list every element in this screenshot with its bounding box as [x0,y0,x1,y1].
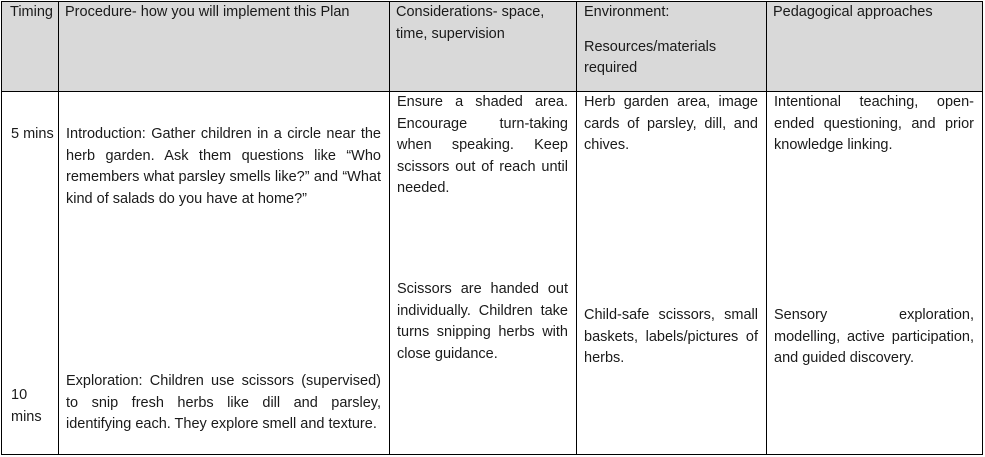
header-timing: Timing [10,4,53,20]
header-timing-cell [2,2,59,92]
procedure-text: Introduction: Gather children in a circle near the herb garden. Ask them questions like “Who remembers what parsley smells like?” and “What kind of salads do you have at home?” [66,126,381,207]
lesson-plan-table [1,1,983,455]
header-environment-title: Environment: [584,4,670,20]
timing-cell [2,92,59,455]
header-considerations: Considerations- space, time, supervision [396,4,545,42]
resources-text: Child-safe scissors, small baskets, labels/pictures of herbs. [584,307,758,366]
timing-text: 5 mins [11,126,54,142]
header-pedagogy: Pedagogical approaches [773,4,933,20]
header-procedure: Procedure- how you will implement this Plan [65,4,350,20]
header-pedagogy-cell [767,2,983,92]
header-environment-subtitle: Resources/materials required [584,38,717,76]
header-environment-cell [577,2,767,92]
procedure-cell [59,92,390,455]
header-environment-block [577,2,766,80]
pedagogy-cell [767,92,983,455]
timing-text: 10 mins [11,387,42,425]
considerations-cell [390,92,577,455]
table-body [2,92,983,455]
header-procedure-cell [59,2,390,92]
resources-text: Herb garden area, image cards of parsley, dill, and chives. [584,94,758,153]
table-row [2,92,983,455]
header-row [2,2,983,92]
table-header [2,2,983,92]
considerations-text: Ensure a shaded area. Encourage turn-taking when speaking. Keep scissors out of reach until needed. [397,94,568,196]
procedure-text: Exploration: Children use scissors (supervised) to snip fresh herbs like dill and parsley, identifying each. They explore smell and texture. [66,373,381,432]
considerations-text: Scissors are handed out individually. Children take turns snipping herbs with close guidance. [397,281,568,362]
header-considerations-cell [390,2,577,92]
resources-cell [577,92,767,455]
pedagogy-text: Intentional teaching, open-ended questioning, and prior knowledge linking. [774,94,974,153]
pedagogy-text: Sensory exploration, modelling, active participation, and guided discovery. [774,307,974,366]
